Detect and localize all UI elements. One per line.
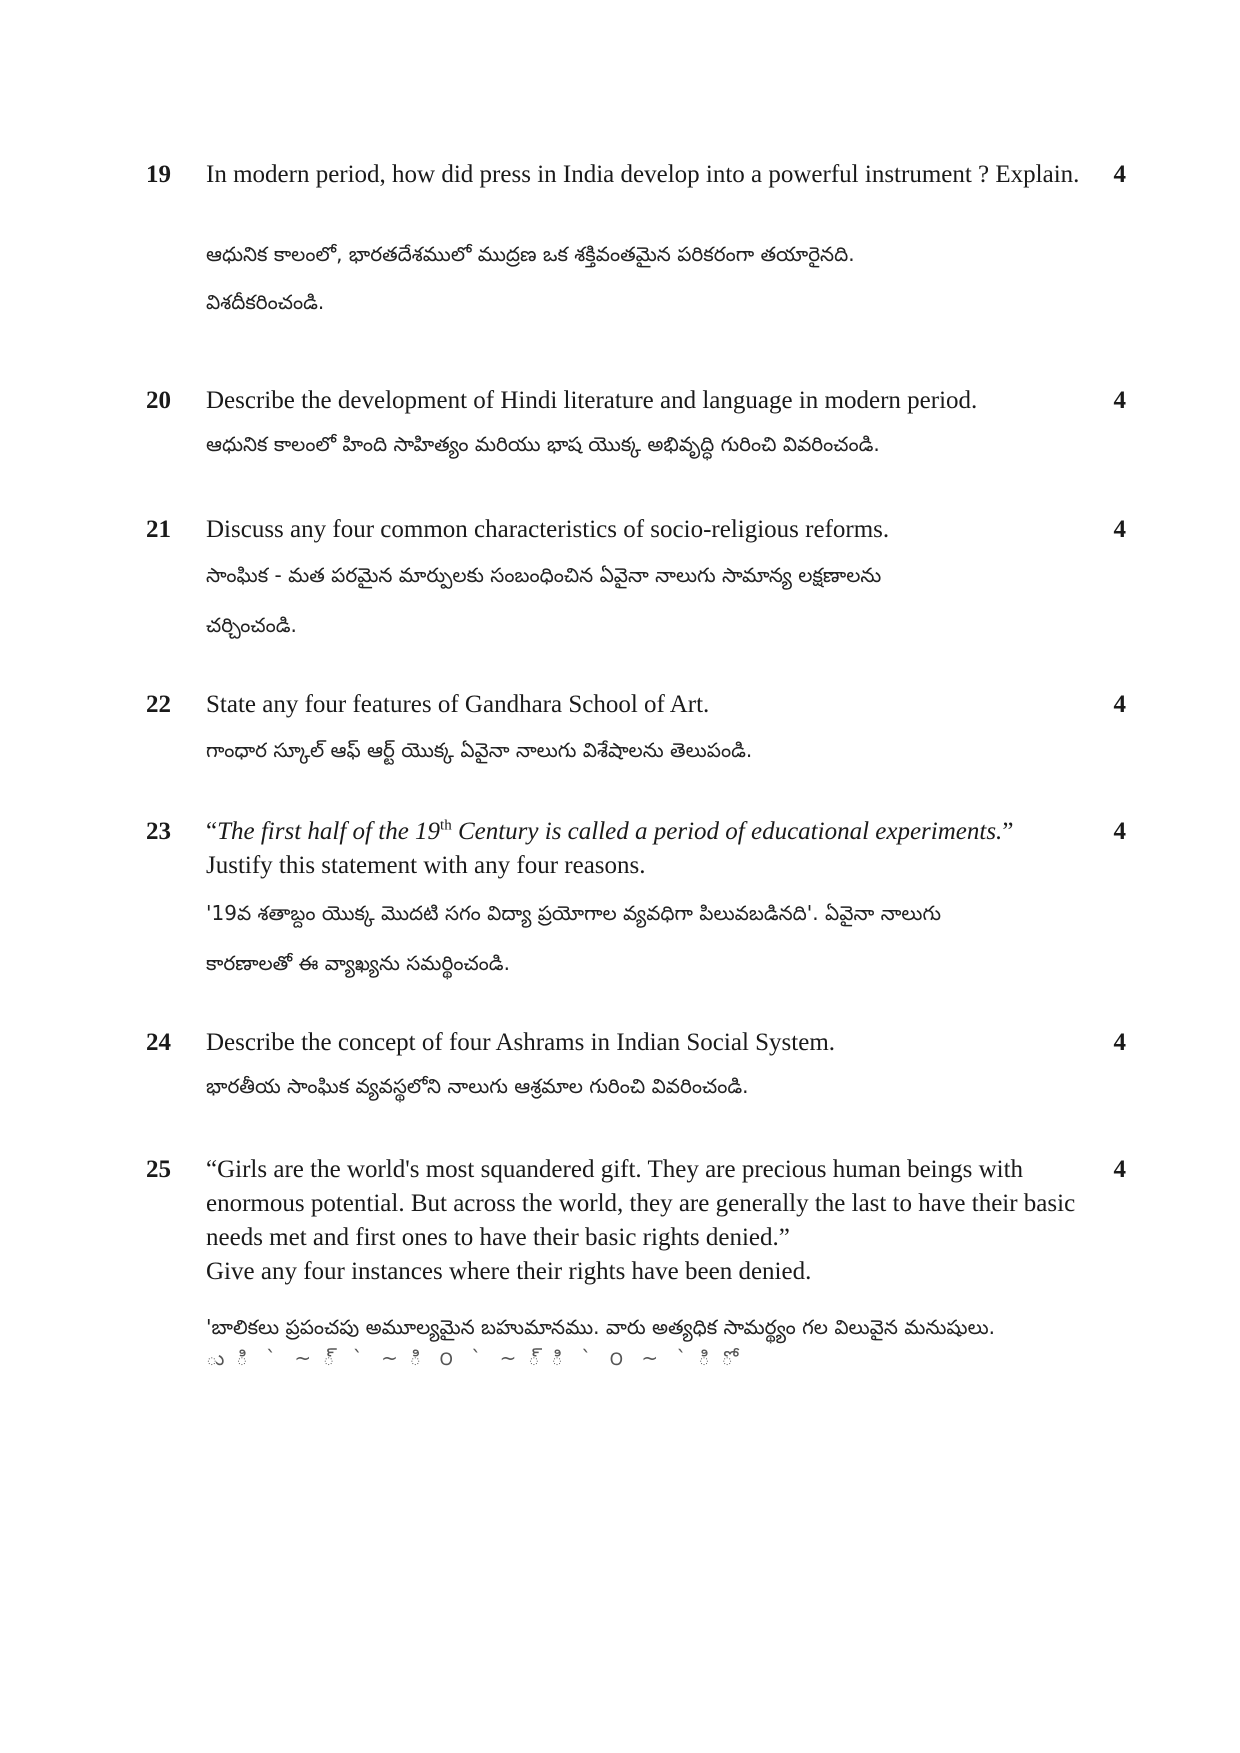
question-marks: 4	[1113, 387, 1126, 414]
question-marks: 4	[1113, 691, 1126, 718]
question-number: 25	[146, 1156, 171, 1183]
question-english: Describe the concept of four Ashrams in Indian Social System.	[206, 1029, 836, 1056]
question-english: Describe the development of Hindi literature and language in modern period.	[206, 387, 978, 414]
question-number: 21	[146, 516, 171, 543]
question-number: 23	[146, 818, 171, 845]
question-marks: 4	[1113, 1029, 1126, 1056]
question-telugu-line1: సాంఘిక - మత పరమైన మార్పులకు సంబంధించిన ఏవైనా నాలుగు సామాన్య లక్షణాలను	[206, 563, 882, 587]
question-telugu-line1: ఆధునిక కాలంలో, భారతదేశములో ముద్రణ ఒక శక్తివంతమైన పరికరంగా తయారైనది.	[206, 242, 855, 266]
question-marks: 4	[1113, 1156, 1126, 1183]
question-english: “The first half of the 19th Century is called a period of educational experiments.” Justify this statement with any four reasons.	[206, 817, 1014, 879]
question-english: In modern period, how did press in India develop into a powerful instrument ? Explain.	[206, 161, 1080, 188]
question-telugu-line2: చర్చించండి.	[206, 613, 297, 637]
question-telugu-line1: గాంధార స్కూల్ ఆఫ్ ఆర్ట్ యొక్క ఏవైనా నాలుగు విశేషాలను తెలుపండి.	[206, 738, 753, 762]
question-telugu-line2: కారణాలతో ఈ వ్యాఖ్యను సమర్థించండి.	[206, 951, 510, 975]
question-number: 19	[146, 161, 171, 188]
quote-italic-a: The first half of the 19	[217, 818, 441, 845]
cutoff-text-line	[206, 1346, 1066, 1370]
cutoff-glyphs: ు ి ` ~ ్ ` ~ ి ౦ ` ~ ్ ి ` ౦ ~ ` ి ో	[206, 1346, 739, 1370]
question-number: 20	[146, 387, 171, 414]
question-english-rest: Give any four instances where their rights have been denied.	[206, 1258, 812, 1285]
question-english: Discuss any four common characteristics of socio-religious reforms.	[206, 516, 890, 543]
question-number: 24	[146, 1029, 171, 1056]
question-english: State any four features of Gandhara School of Art.	[206, 691, 710, 718]
question-telugu-line1: ఆధునిక కాలంలో హింది సాహిత్యం మరియు భాష యొక్క అభివృద్ధి గురించి వివరించండి.	[206, 432, 880, 456]
question-telugu-line2: విశదీకరించండి.	[206, 290, 325, 314]
quote-superscript: th	[440, 817, 452, 834]
question-quote: Girls are the world's most squandered gift. They are precious human beings with enormous potential. But across the world, they are generally the last to have their basic needs met and first ones to have their basic rights denied.	[206, 1156, 1076, 1251]
question-telugu-line1: 'బాలికలు ప్రపంచపు అమూల్యమైన బహుమానము. వారు అత్యధిక సామర్థ్యం గల విలువైన మనుషులు.	[206, 1315, 996, 1339]
question-telugu-line1: '19వ శతాబ్దం యొక్క మొదటి సగం విద్యా ప్రయోగాల వ్యవధిగా పిలువబడినది'. ఏవైనా నాలుగు	[206, 901, 942, 925]
question-english: “Girls are the world's most squandered gift. They are precious human beings with enormous potential. But across the world, they are generally the last to have their basic needs met and first ones to have their basic rights denied.” Give any four instances where their rights have been denied.	[206, 1156, 1076, 1285]
question-telugu-line1: భారతీయ సాంఘిక వ్యవస్థలోని నాలుగు ఆశ్రమాల గురించి వివరించండి.	[206, 1074, 749, 1098]
question-marks: 4	[1113, 516, 1126, 543]
question-number: 22	[146, 691, 171, 718]
question-marks: 4	[1113, 818, 1126, 845]
question-english-rest: Justify this statement with any four reasons.	[206, 852, 646, 879]
quote-italic-b: Century is called a period of educational experiments.	[451, 818, 1003, 845]
question-marks: 4	[1113, 161, 1126, 188]
